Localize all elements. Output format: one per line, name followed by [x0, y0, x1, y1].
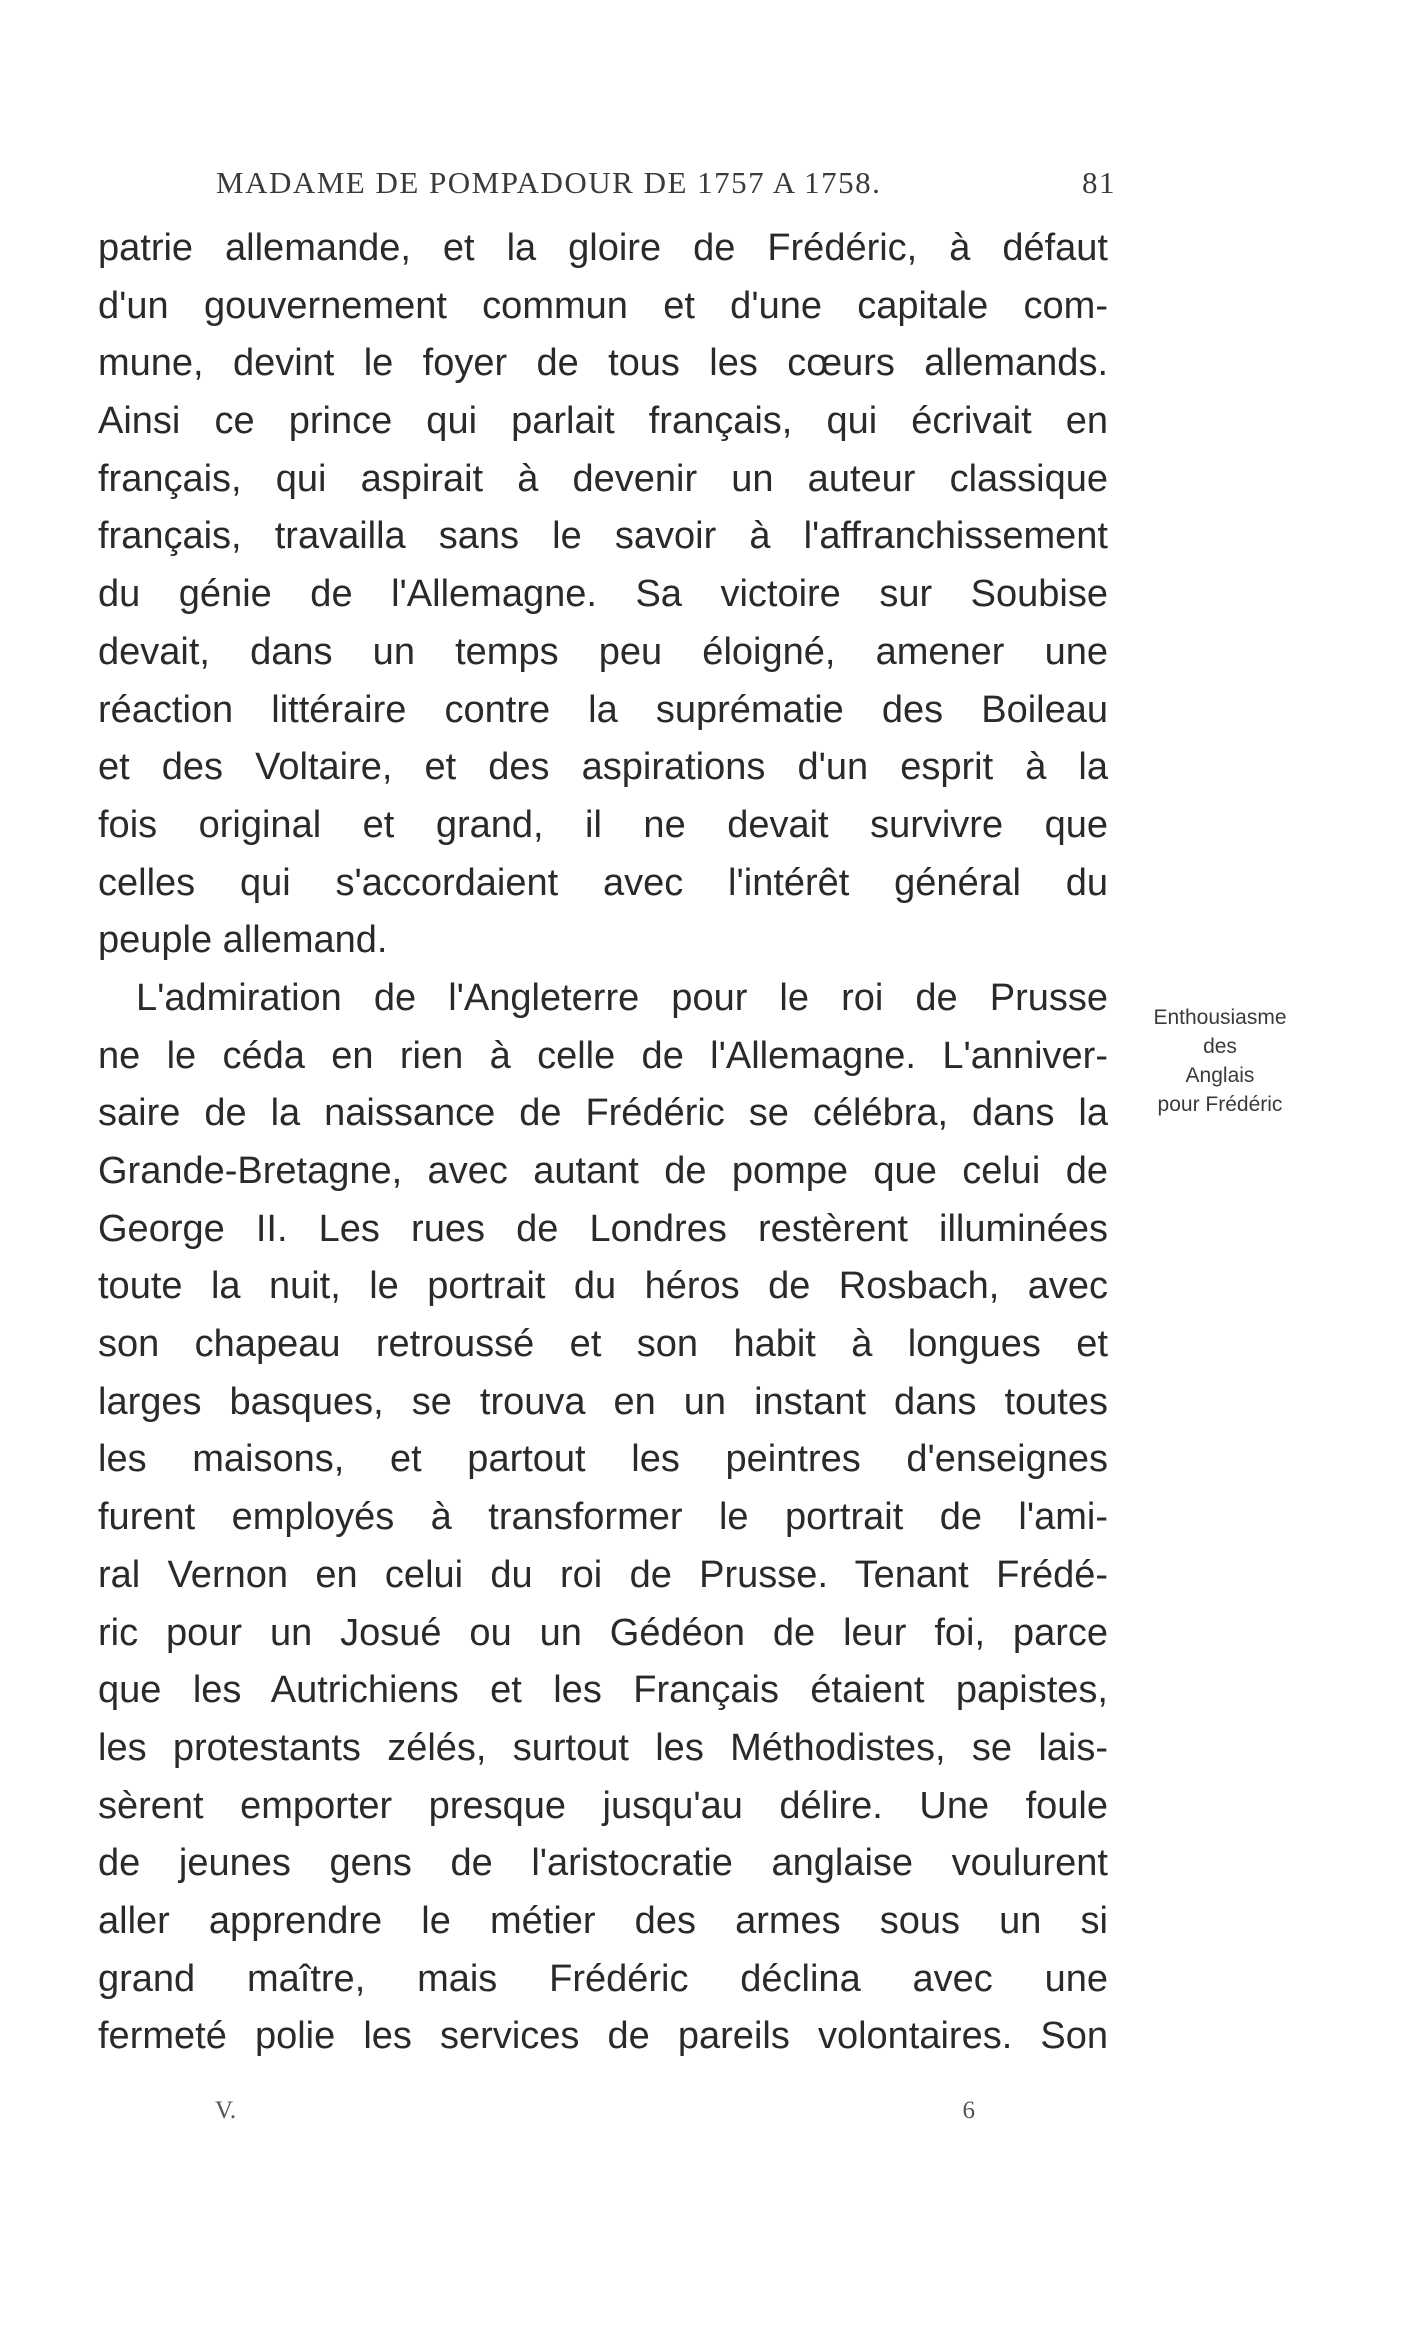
running-head [216, 165, 1116, 205]
text-line: furent employés à transformer le portrait de l'ami- [98, 1496, 1108, 1539]
printer-signature [215, 2097, 975, 2127]
text-line: aller apprendre le métier des armes sous un si [98, 1899, 1108, 1942]
text-line: d'un gouvernement commun et d'une capitale com- [98, 284, 1108, 327]
text-line: de jeunes gens de l'aristocratie anglaise voulurent [98, 1842, 1108, 1885]
text-line: les maisons, et partout les peintres d'enseignes [98, 1438, 1108, 1481]
text-line: peuple allemand. [98, 919, 388, 962]
text-line: saire de la naissance de Frédéric se célébra, dans la [98, 1092, 1108, 1135]
text-line: du génie de l'Allemagne. Sa victoire sur Soubise [98, 573, 1108, 616]
text-line: L'admiration de l'Angleterre pour le roi de Prusse [136, 976, 1108, 1019]
text-line: celles qui s'accordaient avec l'intérêt général du [98, 861, 1108, 904]
text-line: mune, devint le foyer de tous les cœurs allemands. [98, 342, 1108, 385]
volume-mark: V. [215, 2097, 237, 2124]
text-line: patrie allemande, et la gloire de Frédéric, à défaut [98, 227, 1108, 269]
margin-note-line: Anglais [1185, 1064, 1255, 1087]
text-line: toute la nuit, le portrait du héros de Rosbach, avec [98, 1265, 1108, 1308]
body-text [98, 220, 1108, 2066]
text-line: George II. Les rues de Londres restèrent illuminées [98, 1207, 1108, 1250]
text-line: ric pour un Josué ou un Gédéon de leur foi, parce [98, 1611, 1108, 1654]
text-line: fois original et grand, il ne devait survivre que [98, 803, 1108, 846]
gathering-mark: 6 [962, 2097, 975, 2124]
text-line: Grande-Bretagne, avec autant de pompe que celui de [98, 1150, 1108, 1192]
text-line: français, qui aspirait à devenir un auteur classique [98, 457, 1108, 500]
text-line: et des Voltaire, et des aspirations d'un esprit à la [98, 746, 1108, 789]
text-line: grand maître, mais Frédéric déclina avec une [98, 1957, 1108, 2000]
text-line: Ainsi ce prince qui parlait français, qui écrivait en [98, 400, 1108, 443]
page-number: 81 [1082, 165, 1116, 200]
text-line: réaction littéraire contre la suprématie des Boileau [98, 688, 1108, 731]
text-line: devait, dans un temps peu éloigné, amener une [98, 630, 1108, 673]
text-line: ne le céda en rien à celle de l'Allemagne. L'anniver- [98, 1034, 1108, 1077]
text-line: français, travailla sans le savoir à l'affranchissement [98, 515, 1108, 558]
margin-note-line: des [1203, 1035, 1237, 1058]
text-line: larges basques, se trouva en un instant dans toutes [98, 1380, 1108, 1423]
text-line: son chapeau retroussé et son habit à longues et [98, 1323, 1108, 1366]
margin-note-line: pour Frédéric [1157, 1093, 1283, 1116]
text-line: ral Vernon en celui du roi de Prusse. Tenant Frédé- [98, 1553, 1108, 1596]
running-title: MADAME DE POMPADOUR DE 1757 A 1758. [216, 165, 882, 200]
text-line: que les Autrichiens et les Français étaient papistes, [98, 1669, 1108, 1712]
margin-note [1120, 1003, 1320, 1119]
text-line: fermeté polie les services de pareils volontaires. Son [98, 2015, 1108, 2058]
margin-note-line: Enthousiasme [1153, 1006, 1287, 1029]
text-line: les protestants zélés, surtout les Méthodistes, se lais- [98, 1726, 1108, 1769]
text-line: sèrent emporter presque jusqu'au délire. Une foule [98, 1784, 1108, 1827]
